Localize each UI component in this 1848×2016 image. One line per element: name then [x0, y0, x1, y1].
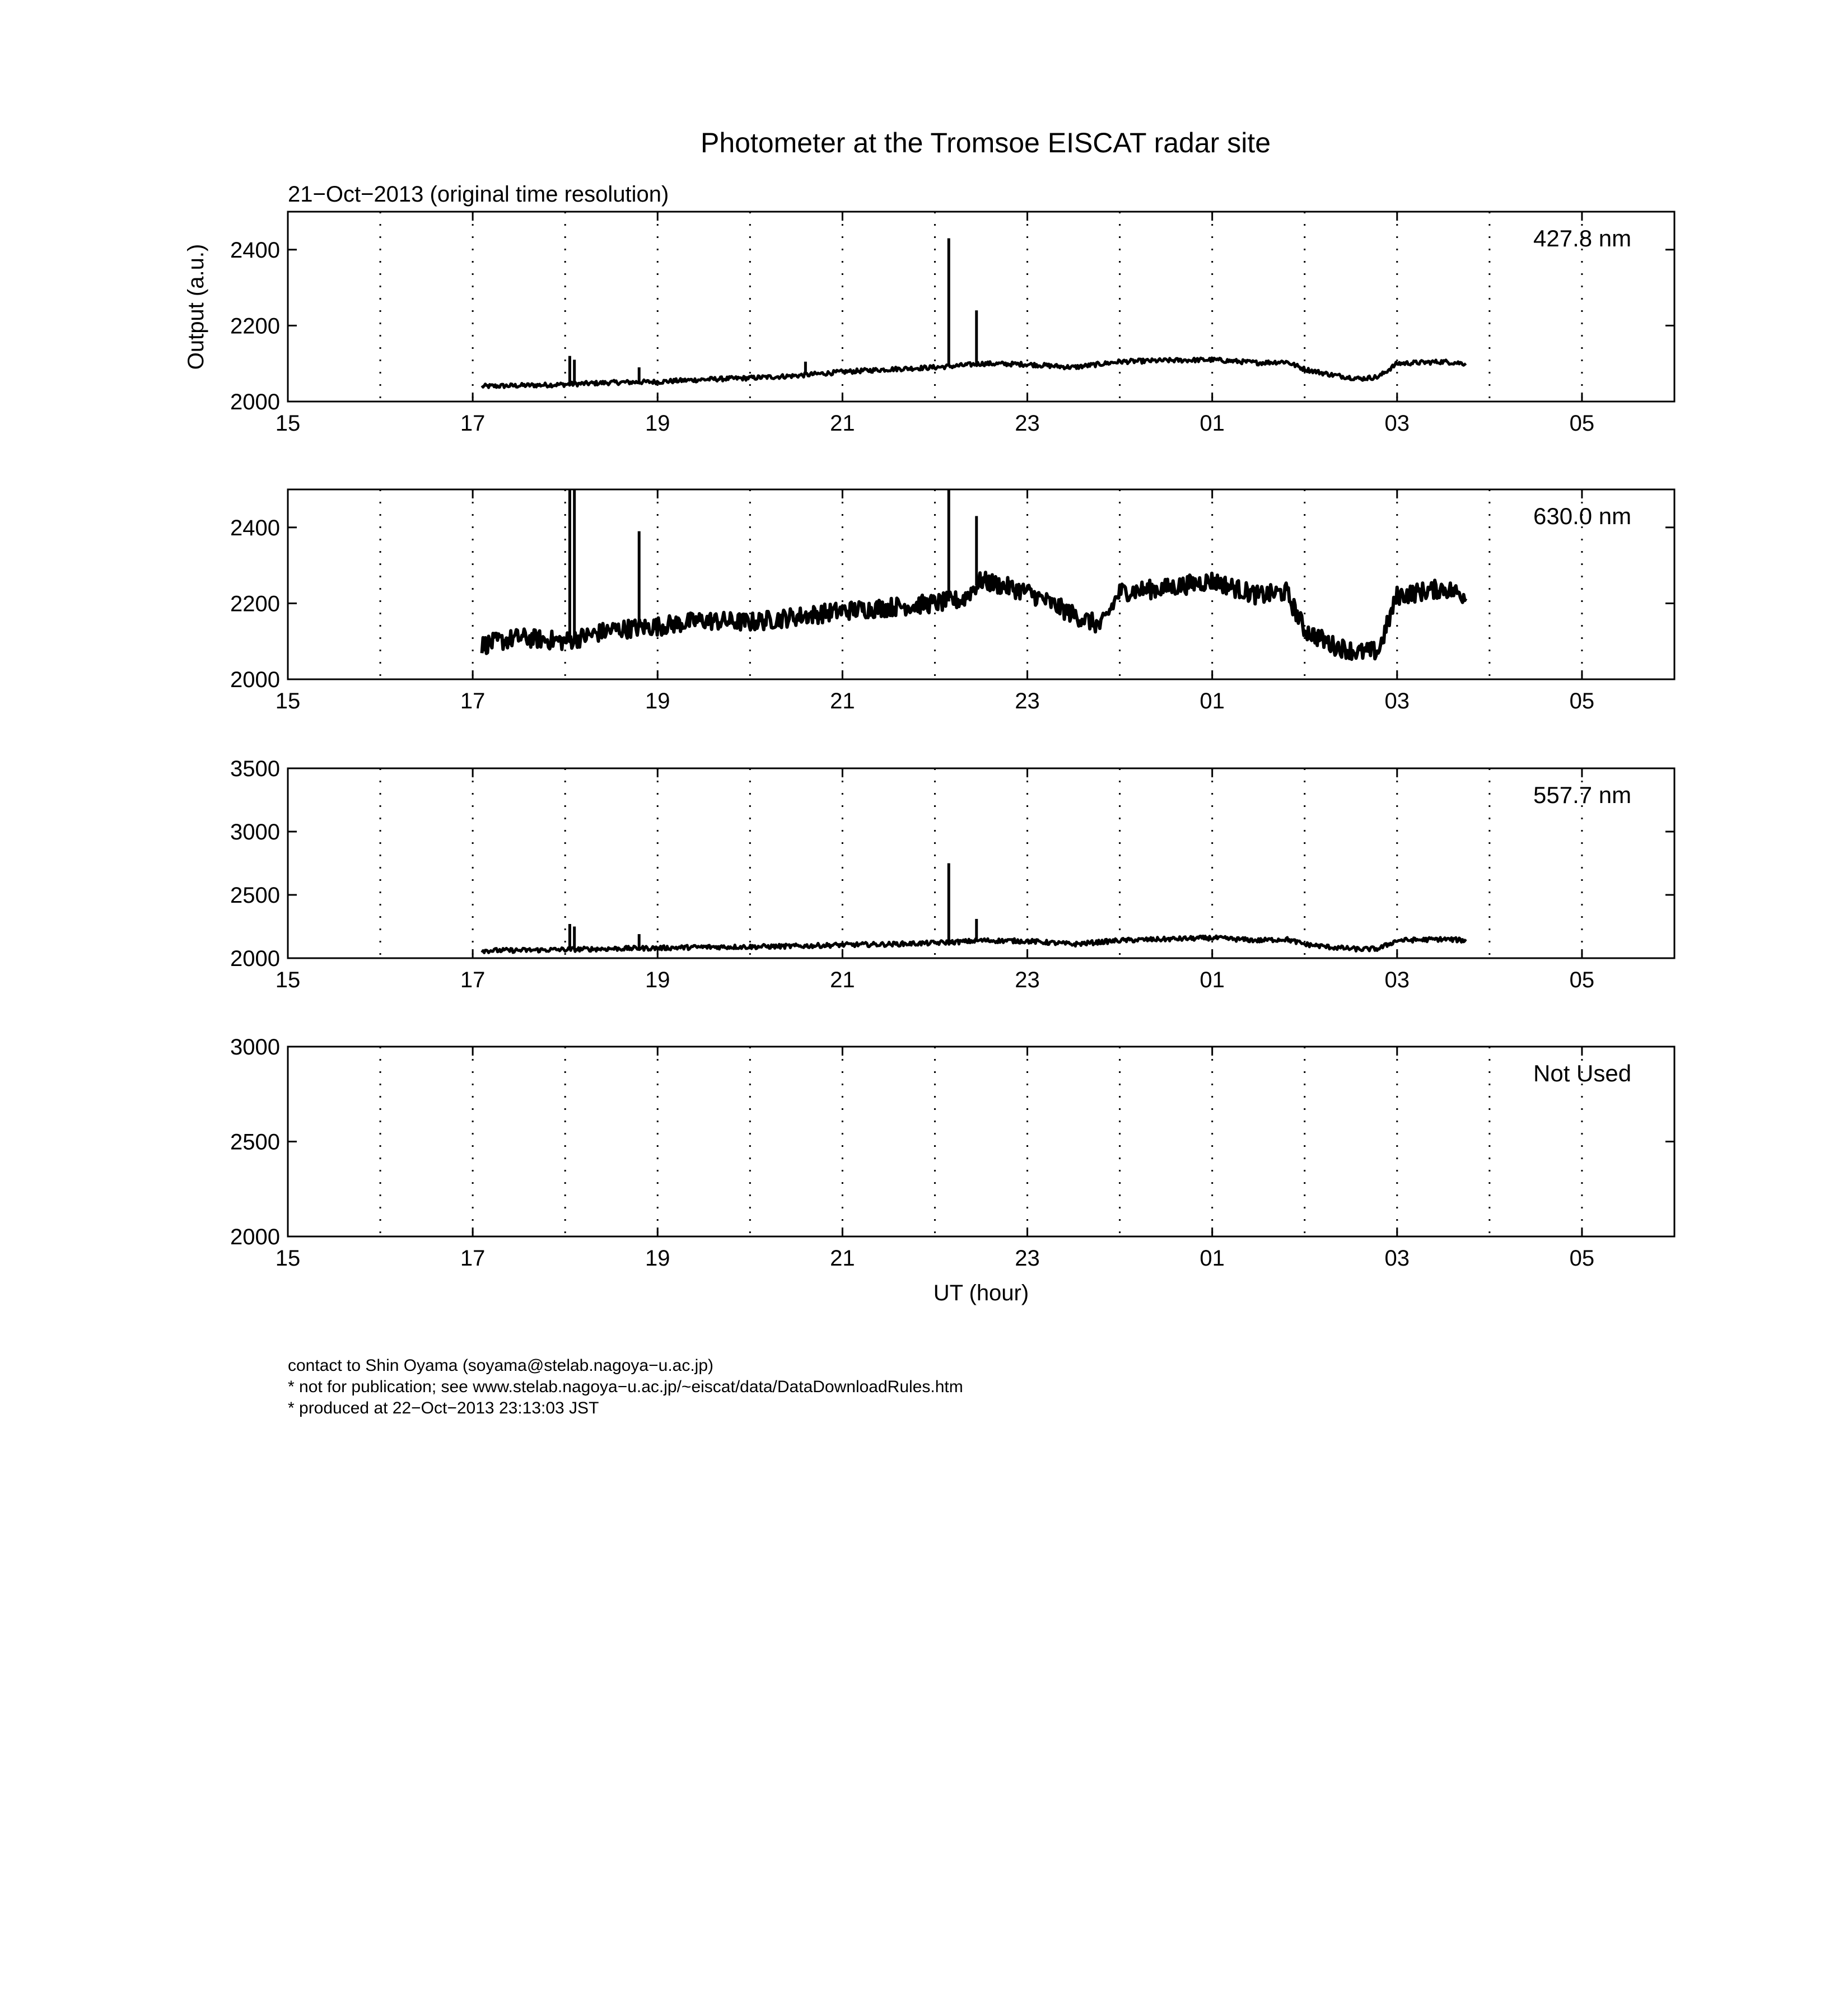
- y-tick-label: 3500: [230, 757, 280, 781]
- x-tick-label: 17: [460, 968, 486, 992]
- x-tick-label: 17: [460, 1246, 486, 1271]
- x-tick-label: 05: [1569, 689, 1595, 713]
- y-tick-label: 2000: [230, 946, 280, 971]
- y-tick-label: 2500: [230, 883, 280, 908]
- x-tick-label: 15: [275, 689, 301, 713]
- x-tick-label: 17: [460, 689, 486, 713]
- figure-title: Photometer at the Tromsoe EISCAT radar site: [700, 127, 1271, 158]
- x-tick-label: 23: [1015, 411, 1040, 436]
- x-tick-label: 05: [1569, 1246, 1595, 1271]
- x-tick-label: 15: [275, 1246, 301, 1271]
- x-tick-label: 19: [645, 1246, 670, 1271]
- channel-label: 557.7 nm: [1533, 782, 1632, 808]
- y-tick-label: 2000: [230, 668, 280, 692]
- footer-publication-note: * not for publication; see www.stelab.nagoya−u.ac.jp/~eiscat/data/DataDownloadRules.htm: [288, 1378, 963, 1396]
- x-tick-label: 03: [1384, 689, 1410, 713]
- y-tick-label: 2400: [230, 515, 280, 540]
- y-tick-label: 2200: [230, 314, 280, 339]
- y-tick-label: 2500: [230, 1130, 280, 1155]
- x-tick-label: 23: [1015, 1246, 1040, 1271]
- channel-label: 427.8 nm: [1533, 225, 1632, 251]
- footer-produced-at: * produced at 22−Oct−2013 23:13:03 JST: [288, 1399, 599, 1417]
- x-tick-label: 03: [1384, 968, 1410, 992]
- x-tick-label: 05: [1569, 968, 1595, 992]
- channel-label: Not Used: [1533, 1060, 1632, 1086]
- x-tick-label: 21: [830, 411, 855, 436]
- x-tick-label: 03: [1384, 1246, 1410, 1271]
- x-tick-label: 17: [460, 411, 486, 436]
- channel-label: 630.0 nm: [1533, 503, 1632, 529]
- x-tick-label: 01: [1200, 689, 1225, 713]
- x-tick-label: 19: [645, 968, 670, 992]
- x-tick-label: 21: [830, 1246, 855, 1271]
- y-tick-label: 2000: [230, 1225, 280, 1249]
- x-tick-label: 19: [645, 411, 670, 436]
- footer-contact: contact to Shin Oyama (soyama@stelab.nagoya−u.ac.jp): [288, 1356, 714, 1375]
- x-tick-label: 21: [830, 689, 855, 713]
- x-tick-label: 21: [830, 968, 855, 992]
- x-tick-label: 23: [1015, 689, 1040, 713]
- x-tick-label: 01: [1200, 968, 1225, 992]
- x-axis-label: UT (hour): [933, 1281, 1029, 1305]
- x-tick-label: 05: [1569, 411, 1595, 436]
- y-tick-label: 3000: [230, 820, 280, 844]
- y-tick-label: 2000: [230, 390, 280, 414]
- y-tick-label: 3000: [230, 1035, 280, 1060]
- y-tick-label: 2200: [230, 591, 280, 617]
- x-tick-label: 01: [1200, 1246, 1225, 1271]
- x-tick-label: 15: [275, 968, 301, 992]
- x-tick-label: 23: [1015, 968, 1040, 992]
- x-tick-label: 15: [275, 411, 301, 436]
- x-tick-label: 03: [1384, 411, 1410, 436]
- x-tick-label: 19: [645, 689, 670, 713]
- y-tick-label: 2400: [230, 237, 280, 263]
- y-axis-label: Output (a.u.): [184, 244, 208, 370]
- figure-subtitle: 21−Oct−2013 (original time resolution): [288, 182, 669, 207]
- x-tick-label: 01: [1200, 411, 1225, 436]
